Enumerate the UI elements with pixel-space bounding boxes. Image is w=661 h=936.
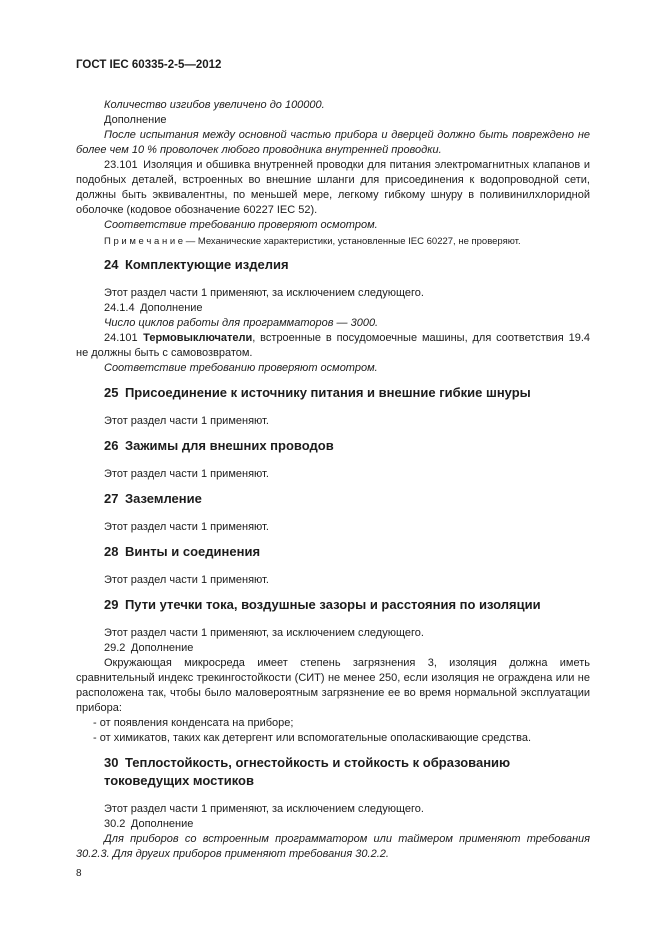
compliance-check-24: Соответствие требованию проверяют осмотром. <box>104 362 378 374</box>
clause-23-101: 23.101 Изоляция и обшивка внутренней проводки для питания электромагнитных клапанов и подобных деталей, встроенных во внешние шланги для присоединения к водопроводной сети, должны быть эквивалентны, по меньшей мере, легкому гибкому шнуру в поливинилхлоридной оболочке (кодовое обозначение 60227 IEC 52). <box>76 159 590 216</box>
page-footer <box>76 862 590 881</box>
post-test-requirement: После испытания между основной частью прибора и дверцей должно быть повреждено не более чем 10 % проволочек любого проводника внутренней проводки. <box>76 129 590 156</box>
section-26-heading: 26 Зажимы для внешних проводов <box>104 438 334 453</box>
section-25-heading: 25 Присоединение к источнику питания и внешние гибкие шнуры <box>104 385 531 400</box>
section-27-heading: 27 Заземление <box>104 491 202 506</box>
clause-24-101: 24.101 Термовыключатели, встроенные в посудомоечные машины, для соответствия 19.4 не должны быть с самовозвратом. <box>76 332 590 359</box>
programmer-cycles: Число циклов работы для программаторов — 3000. <box>104 317 379 329</box>
section-28-scope: Этот раздел части 1 применяют. <box>104 574 269 586</box>
note-iec-60227: П р и м е ч а н и е — Механические характеристики, установленные IEC 60227, не проверяют. <box>104 236 521 247</box>
section-29-heading: 29 Пути утечки тока, воздушные зазоры и расстояния по изоляции <box>104 597 541 612</box>
page-number: 8 <box>76 868 82 879</box>
document-body <box>76 98 590 862</box>
section-26-scope: Этот раздел части 1 применяют. <box>104 468 269 480</box>
list-item-condensate: - от появления конденсата на приборе; <box>93 717 294 729</box>
compliance-check-23: Соответствие требованию проверяют осмотром. <box>104 219 378 231</box>
addition-label-23: Дополнение <box>104 114 167 126</box>
micro-environment-requirement: Окружающая микросреда имеет степень загрязнения 3, изоляция должна иметь сравнительный индекс трекингостойкости (СИТ) не менее 250, если изоляция не ограждена или не расположена так, чтобы было маловероятным загрязнение ее во время нормальной эксплуатации прибора: <box>76 657 590 714</box>
section-29-scope: Этот раздел части 1 применяют, за исключением следующего. <box>104 627 424 639</box>
section-30-scope: Этот раздел части 1 применяют, за исключением следующего. <box>104 803 424 815</box>
section-24-scope: Этот раздел части 1 применяют, за исключением следующего. <box>104 287 424 299</box>
running-header <box>76 58 590 72</box>
section-30-heading: 30 Теплостойкость, огнестойкость и стойкость к образованию токоведущих мостиков <box>104 755 511 788</box>
list-item-chemicals: - от химикатов, таких как детергент или вспомогательные ополаскивающие средства. <box>93 732 532 744</box>
section-28-heading: 28 Винты и соединения <box>104 544 261 559</box>
section-27-scope: Этот раздел части 1 применяют. <box>104 521 269 533</box>
clause-24-1-4: 24.1.4 Дополнение <box>104 302 203 314</box>
bend-count-amendment: Количество изгибов увеличено до 100000. <box>104 99 325 111</box>
standard-designation: ГОСТ IEC 60335-2-5—2012 <box>76 59 222 71</box>
programmer-timer-requirements: Для приборов со встроенным программатором или таймером применяют требования 30.2.3. Для других приборов применяют требования 30.2.2. <box>76 833 590 860</box>
section-24-heading: 24 Комплектующие изделия <box>104 257 289 272</box>
clause-30-2: 30.2 Дополнение <box>104 818 194 830</box>
section-25-scope: Этот раздел части 1 применяют. <box>104 415 269 427</box>
clause-29-2: 29.2 Дополнение <box>104 642 194 654</box>
